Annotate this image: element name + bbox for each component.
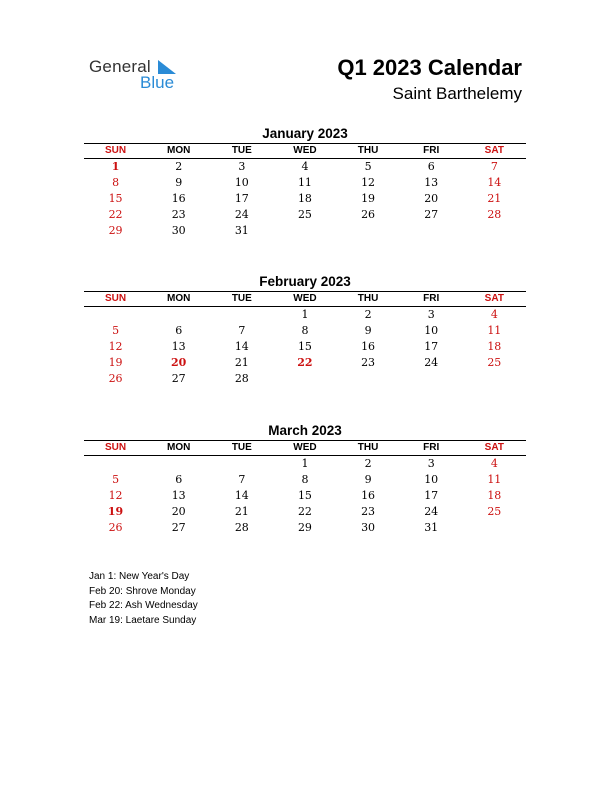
day-cell: 16 <box>361 340 376 353</box>
day-cell: 15 <box>297 489 312 502</box>
week-row <box>84 520 526 536</box>
day-cell: 3 <box>427 308 435 321</box>
day-cell: 21 <box>234 505 249 518</box>
weekday-header: SUN <box>105 442 127 453</box>
weekday-header: SAT <box>484 293 504 304</box>
day-cell: 28 <box>487 208 502 221</box>
day-cell: 4 <box>301 160 309 173</box>
day-cell: 25 <box>487 356 502 369</box>
day-cell: 20 <box>171 505 186 518</box>
week-row <box>84 456 526 472</box>
weekday-header-row <box>84 441 526 455</box>
day-cell: 15 <box>297 340 312 353</box>
day-cell: 2 <box>175 160 183 173</box>
week-row <box>84 504 526 520</box>
month-block <box>84 422 526 536</box>
week-row <box>84 191 526 207</box>
day-cell: 19 <box>361 192 376 205</box>
day-cell: 14 <box>234 489 249 502</box>
weekday-header: THU <box>357 442 379 453</box>
page-subtitle: Saint Barthelemy <box>392 84 522 103</box>
day-cell: 19 <box>108 356 123 369</box>
weekday-header: TUE <box>231 442 252 453</box>
weekday-header: WED <box>293 145 317 156</box>
week-row <box>84 488 526 504</box>
day-cell <box>147 307 210 323</box>
day-cell: 23 <box>171 208 186 221</box>
week-row <box>84 323 526 339</box>
weekday-header: SUN <box>105 145 127 156</box>
weekday-header: WED <box>293 442 317 453</box>
month-title: March 2023 <box>268 423 342 438</box>
day-cell: 11 <box>487 473 502 486</box>
day-cell: 27 <box>171 521 186 534</box>
day-cell: 31 <box>234 224 249 237</box>
day-cell <box>463 520 526 536</box>
day-cell <box>84 307 147 323</box>
holiday-note: Jan 1: New Year's Day <box>89 571 190 582</box>
day-cell: 16 <box>361 489 376 502</box>
day-cell: 25 <box>297 208 312 221</box>
weekday-header: THU <box>357 145 379 156</box>
day-cell: 25 <box>487 505 502 518</box>
weekday-header: FRI <box>423 442 440 453</box>
day-cell: 30 <box>361 521 376 534</box>
logo-text-blue: Blue <box>140 73 175 92</box>
day-cell: 10 <box>424 473 439 486</box>
day-cell: 13 <box>171 489 186 502</box>
weekday-header: SUN <box>105 293 127 304</box>
day-cell: 28 <box>234 372 249 385</box>
day-cell <box>400 223 463 239</box>
day-cell: 22 <box>108 208 123 221</box>
day-cell: 20 <box>424 192 439 205</box>
weekday-header: SAT <box>484 145 504 156</box>
weekday-header: SAT <box>484 442 504 453</box>
holiday-note: Mar 19: Laetare Sunday <box>89 614 197 626</box>
day-cell: 9 <box>364 324 372 337</box>
day-cell: 26 <box>361 208 376 221</box>
weekday-header: MON <box>167 293 191 304</box>
day-cell: 11 <box>487 324 502 337</box>
day-cell: 24 <box>424 356 439 369</box>
day-cell <box>463 223 526 239</box>
holiday-day-cell: 20 <box>171 356 187 369</box>
weekday-header: FRI <box>423 145 440 156</box>
day-cell <box>84 456 147 472</box>
week-row <box>84 223 526 239</box>
weekday-header: FRI <box>423 293 440 304</box>
day-cell: 8 <box>301 473 309 486</box>
holiday-day-cell: 19 <box>107 505 124 518</box>
day-cell: 6 <box>175 473 183 486</box>
day-cell: 13 <box>424 176 439 189</box>
day-cell: 2 <box>364 308 372 321</box>
day-cell: 18 <box>487 340 502 353</box>
day-cell: 27 <box>424 208 439 221</box>
day-cell: 17 <box>424 489 439 502</box>
day-cell: 9 <box>364 473 372 486</box>
day-cell: 21 <box>487 192 502 205</box>
day-cell: 6 <box>427 160 435 173</box>
day-cell <box>273 223 336 239</box>
page-title: Q1 2023 Calendar <box>337 55 522 80</box>
day-cell: 14 <box>234 340 249 353</box>
day-cell: 10 <box>234 176 249 189</box>
day-cell: 26 <box>108 521 123 534</box>
week-row <box>84 371 526 387</box>
day-cell: 29 <box>297 521 312 534</box>
weekday-header: TUE <box>231 145 252 156</box>
day-cell: 22 <box>297 505 312 518</box>
day-cell: 3 <box>427 457 435 470</box>
holiday-day-cell: 1 <box>111 160 120 173</box>
weekday-header: MON <box>167 145 191 156</box>
week-row <box>84 307 526 323</box>
day-cell: 6 <box>175 324 183 337</box>
weekday-header: TUE <box>231 293 252 304</box>
day-cell: 18 <box>487 489 502 502</box>
day-cell: 4 <box>490 308 498 321</box>
day-cell: 5 <box>112 324 120 337</box>
day-cell: 9 <box>175 176 183 189</box>
weekday-header-row <box>84 144 526 158</box>
weekday-header: THU <box>357 293 379 304</box>
week-row <box>84 175 526 191</box>
month-title: January 2023 <box>262 126 348 141</box>
week-row <box>84 207 526 223</box>
day-cell: 16 <box>171 192 186 205</box>
day-cell: 15 <box>108 192 123 205</box>
day-cell: 10 <box>424 324 439 337</box>
day-cell: 4 <box>490 457 498 470</box>
day-cell: 1 <box>301 308 309 321</box>
logo-text-general: General <box>89 57 151 76</box>
day-cell: 17 <box>424 340 439 353</box>
week-row <box>84 339 526 355</box>
day-cell <box>147 456 210 472</box>
day-cell: 7 <box>490 160 498 173</box>
holiday-note: Feb 20: Shrove Monday <box>89 585 196 597</box>
day-cell: 1 <box>301 457 309 470</box>
week-row <box>84 472 526 488</box>
day-cell: 5 <box>364 160 372 173</box>
month-title: February 2023 <box>259 274 351 289</box>
weekday-header-row <box>84 292 526 306</box>
day-cell: 23 <box>361 505 376 518</box>
week-row <box>84 159 526 175</box>
day-cell: 7 <box>238 324 246 337</box>
day-cell <box>210 456 273 472</box>
holiday-list <box>89 570 198 628</box>
day-cell: 12 <box>361 176 376 189</box>
weekday-header: MON <box>167 442 191 453</box>
day-cell: 29 <box>108 224 123 237</box>
weekday-header: WED <box>293 293 317 304</box>
day-cell: 23 <box>361 356 376 369</box>
holiday-note: Feb 22: Ash Wednesday <box>89 600 198 612</box>
day-cell: 24 <box>424 505 439 518</box>
day-cell: 27 <box>171 372 186 385</box>
day-cell: 28 <box>234 521 249 534</box>
day-cell: 24 <box>234 208 249 221</box>
day-cell: 30 <box>171 224 186 237</box>
day-cell: 13 <box>171 340 186 353</box>
month-block <box>84 125 526 239</box>
day-cell: 8 <box>112 176 120 189</box>
day-cell: 18 <box>297 192 312 205</box>
day-cell: 5 <box>112 473 120 486</box>
day-cell <box>400 371 463 387</box>
day-cell: 12 <box>108 340 123 353</box>
day-cell: 12 <box>108 489 123 502</box>
day-cell: 31 <box>424 521 439 534</box>
day-cell: 11 <box>297 176 312 189</box>
week-row <box>84 355 526 371</box>
day-cell <box>273 371 336 387</box>
day-cell: 7 <box>238 473 246 486</box>
day-cell: 26 <box>108 372 123 385</box>
day-cell: 8 <box>301 324 309 337</box>
day-cell <box>337 371 400 387</box>
day-cell: 2 <box>364 457 372 470</box>
day-cell <box>337 223 400 239</box>
day-cell: 17 <box>234 192 249 205</box>
day-cell: 14 <box>487 176 502 189</box>
day-cell <box>463 371 526 387</box>
generalblue-logo <box>89 57 199 97</box>
day-cell <box>210 307 273 323</box>
holiday-day-cell: 22 <box>297 356 313 369</box>
day-cell: 3 <box>238 160 246 173</box>
day-cell: 21 <box>234 356 249 369</box>
month-block <box>84 273 526 387</box>
